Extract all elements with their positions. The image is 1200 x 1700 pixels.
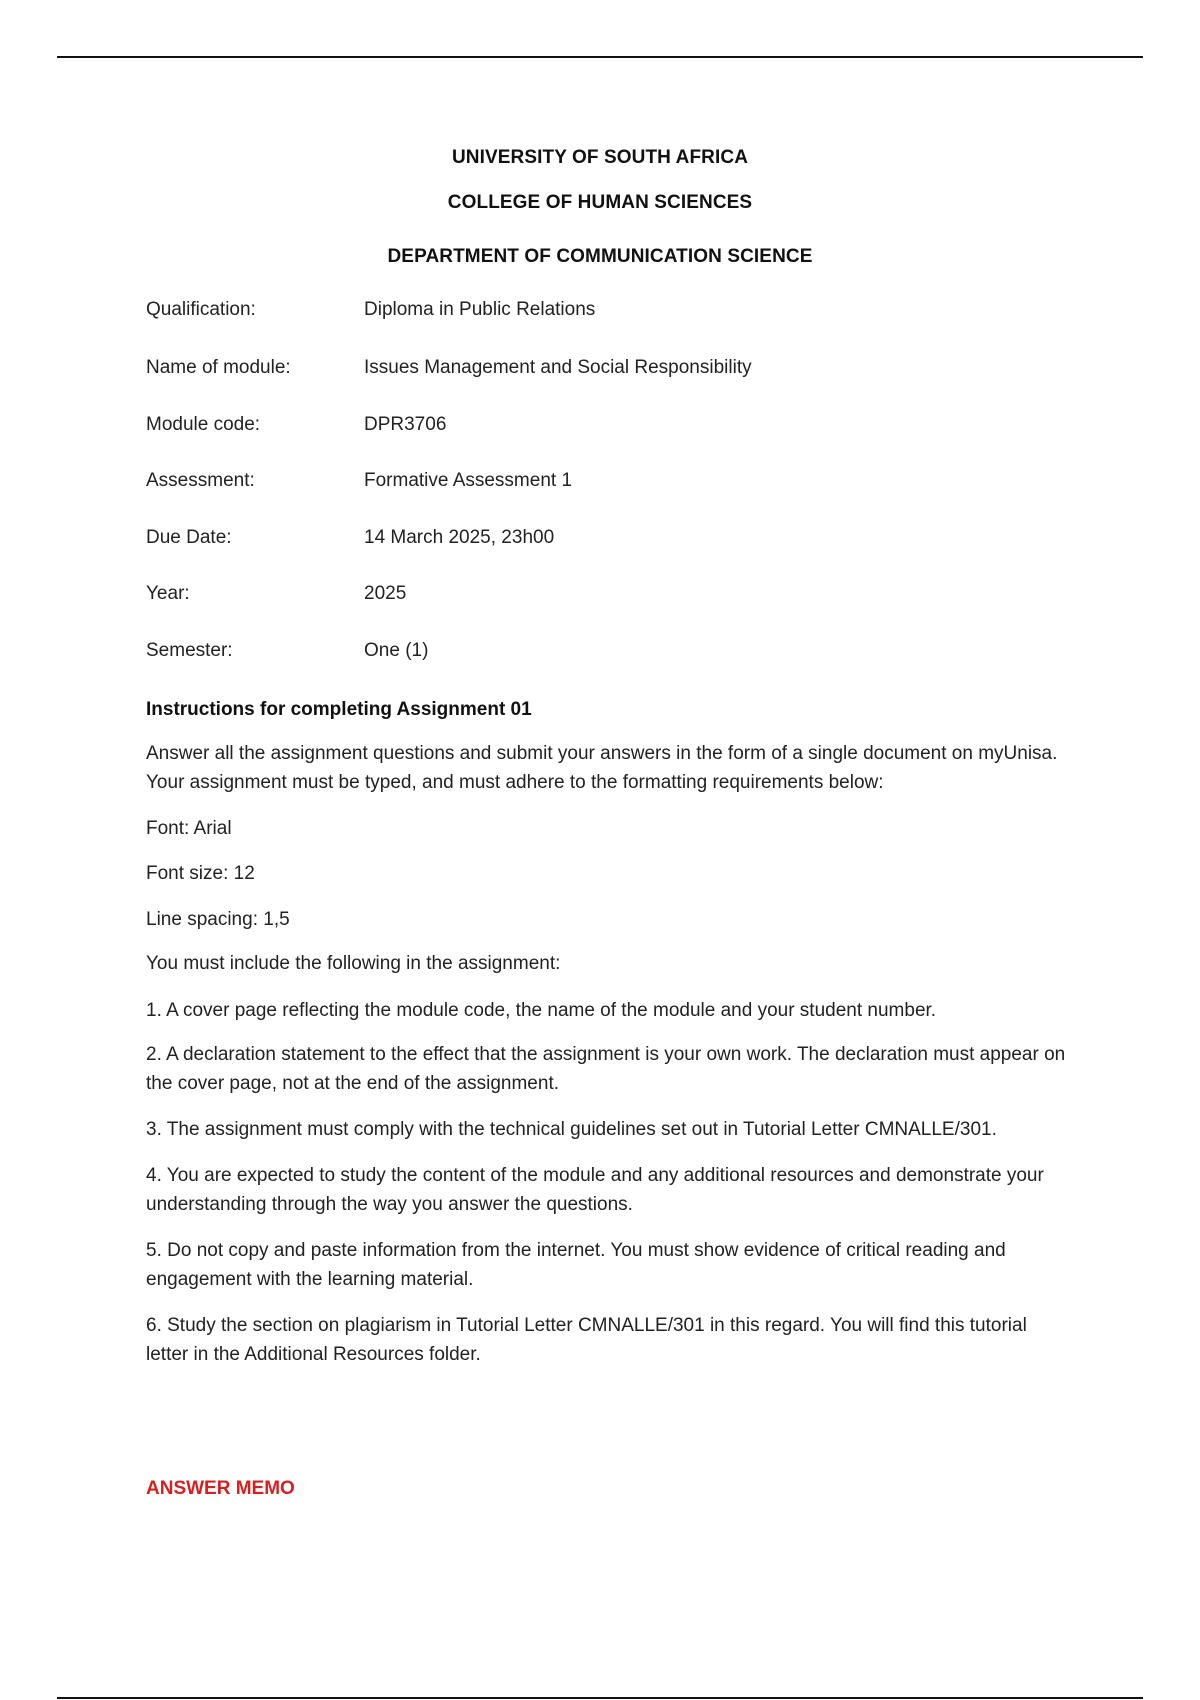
qualification-label: Qualification: — [146, 299, 256, 320]
top-rule — [57, 56, 1143, 58]
assessment-label: Assessment: — [146, 470, 255, 491]
list-item: 5. Do not copy and paste information from the internet. You must show evidence of critical reading and engagement with the learning material. — [146, 1240, 1006, 1290]
semester-value: One (1) — [364, 640, 429, 661]
format-font-size: Font size: 12 — [146, 863, 255, 884]
answer-memo-label: ANSWER MEMO — [146, 1478, 295, 1499]
instructions-title: Instructions for completing Assignment 01 — [146, 699, 532, 720]
module-code-label: Module code: — [146, 414, 261, 435]
list-item: 1. A cover page reflecting the module code, the name of the module and your student number. — [146, 1000, 937, 1021]
list-item: 2. A declaration statement to the effect that the assignment is your own work. The declaration must appear on the cover page, not at the end of the assignment. — [146, 1044, 1066, 1094]
due-date-value: 14 March 2025, 23h00 — [364, 527, 555, 548]
include-lead: You must include the following in the assignment: — [146, 953, 561, 974]
module-name-value: Issues Management and Social Responsibility — [364, 357, 752, 378]
module-name-label: Name of module: — [146, 357, 291, 378]
qualification-value: Diploma in Public Relations — [364, 299, 596, 320]
due-date-label: Due Date: — [146, 527, 232, 548]
college-heading: COLLEGE OF HUMAN SCIENCES — [447, 192, 753, 213]
instructions-intro: Answer all the assignment questions and submit your answers in the form of a single document on myUnisa. Your assignment must be typed, and must adhere to the formatting requirements below: — [146, 743, 1058, 793]
module-code-value: DPR3706 — [364, 414, 447, 435]
year-value: 2025 — [364, 583, 407, 604]
university-heading: UNIVERSITY OF SOUTH AFRICA — [451, 147, 749, 168]
format-line-spacing: Line spacing: 1,5 — [146, 909, 290, 930]
format-font: Font: Arial — [146, 818, 232, 839]
list-item: 4. You are expected to study the content of the module and any additional resources and demonstrate your understanding through the way you answer the questions. — [146, 1165, 1044, 1215]
list-item: 6. Study the section on plagiarism in Tutorial Letter CMNALLE/301 in this regard. You will find this tutorial letter in the Additional Resources folder. — [146, 1315, 1027, 1365]
assessment-value: Formative Assessment 1 — [364, 470, 573, 491]
list-item: 3. The assignment must comply with the technical guidelines set out in Tutorial Letter CMNALLE/301. — [146, 1119, 997, 1140]
year-label: Year: — [146, 583, 190, 604]
semester-label: Semester: — [146, 640, 233, 661]
department-heading: DEPARTMENT OF COMMUNICATION SCIENCE — [387, 246, 813, 267]
bottom-rule — [57, 1697, 1143, 1699]
